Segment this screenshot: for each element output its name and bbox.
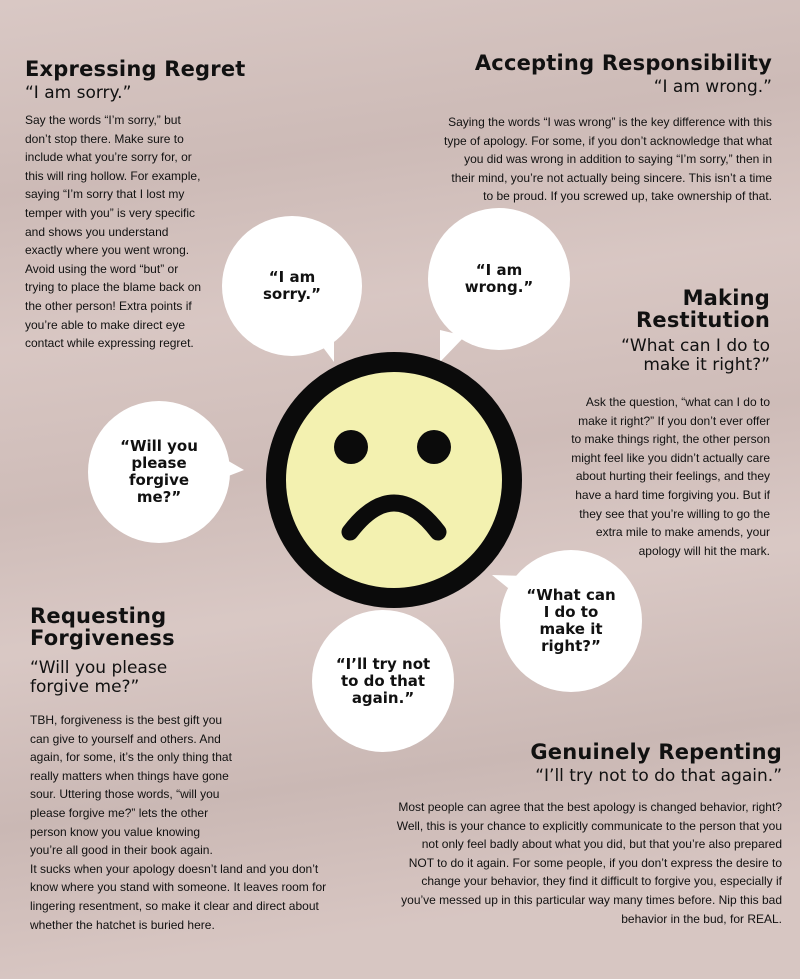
bubble-wrong-text: “I am wrong.” — [464, 261, 534, 296]
heading-genuinely-repenting: Genuinely Repenting — [530, 740, 782, 764]
heading-expressing-regret: Expressing Regret — [25, 57, 246, 81]
bubble-sorry-text: “I am sorry.” — [263, 268, 321, 303]
sad-face-icon — [266, 352, 522, 608]
bubble-wrong — [428, 208, 570, 350]
quote-making-restitution: “What can I do to make it right?” — [621, 336, 770, 375]
bubble-forgive-text: “Will you please forgive me?” — [120, 437, 198, 506]
quote-requesting-forgiveness: “Will you please forgive me?” — [30, 658, 168, 697]
body-requesting-forgiveness: TBH, forgiveness is the best gift you can give to yourself and others. And again, for some, it’s the only thing that really matters when things have gone sour. Uttering those words, “will you please forgive me?” lets the other person know you value knowing you’re all good in their book again. It sucks when your apology doesn’t land and you don’t know where you stand with someone. It leaves room for lingering resentment, so make it clear and direct about whether the hatchet is buried here. — [30, 713, 327, 932]
bubble-make-right-text: “What can I do to make it right?” — [526, 586, 616, 655]
heading-accepting-responsibility: Accepting Responsibility — [474, 51, 772, 75]
body-genuinely-repenting: Most people can agree that the best apology is changed behavior, right? Well, this is your chance to explicitly communicate to the person that you not only feel badly about what you did, but that you’re also prepared NOT to do it again. For some people, if you don’t express the desire to change your behavior, they find it difficult to forgive you, especially if you’ve messed up in this particular way many times before. Nip this bad behavior in the bud, for REAL. — [396, 800, 782, 926]
quote-expressing-regret: “I am sorry.” — [25, 83, 132, 103]
bubble-try-not — [312, 610, 454, 752]
body-making-restitution: Ask the question, “what can I do to make it right?” If you don’t ever offer to make things right, the other person might feel like you didn’t actually care about hurting their feelings, and they have a hard time forgiving you. But if they see that you’re willing to go the extra mile to make amends, your apology will hit the mark. — [571, 395, 770, 558]
quote-genuinely-repenting: “I’ll try not to do that again.” — [535, 766, 782, 786]
heading-making-restitution: Making Restitution — [636, 286, 770, 332]
bubble-try-not-text: “I’ll try not to do that again.” — [335, 654, 431, 707]
quote-accepting-responsibility: “I am wrong.” — [653, 77, 772, 97]
body-accepting-responsibility: Saying the words “I was wrong” is the key difference with this type of apology. For some, if you don’t acknowledge that what you did was wrong in addition to saying “I’m sorry,” then in their mind, you’re not actually being sincere. This isn’t a time to be proud. If you screwed up, take ownership of that. — [444, 115, 772, 204]
bubble-forgive — [88, 401, 230, 543]
heading-requesting-forgiveness: Requesting Forgiveness — [30, 604, 175, 650]
body-expressing-regret: Say the words “I’m sorry,” but don’t stop there. Make sure to include what you’re sorry for, or this will ring hollow. For example, saying “I’m sorry that I lost my temper with you” is very specific and shows you understand exactly where you went wrong. Avoid using the word “but” or trying to place the blame back on the other person! Extra points if you’re able to make direct eye contact while expressing regret. — [25, 113, 202, 351]
bubble-sorry — [222, 216, 362, 356]
